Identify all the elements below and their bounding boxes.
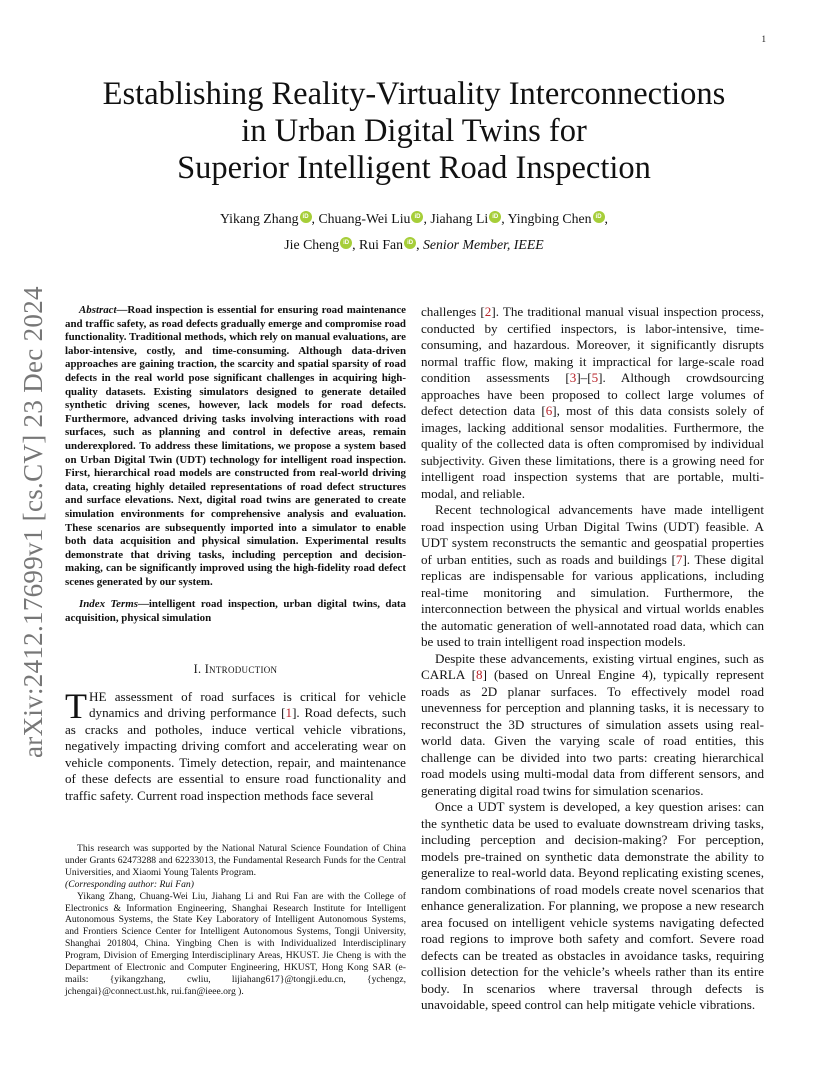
section-numeral: I. bbox=[193, 661, 202, 676]
author-name: Yingbing Chen bbox=[507, 211, 592, 226]
body-text: ]–[ bbox=[576, 370, 592, 385]
intro-text: ]. Road defects, such as cracks and potholes, induce vertical vehicle vibrations, negatively impacting driving comfort and accelerating wear on vehicle components. Timely detection, repair, and maintenance of these defects are essential to ensure road functionality and traffic safety. Current road inspection methods face several bbox=[65, 705, 406, 803]
body-text: Recent technological advancements have made intelligent road inspection using Urban Digital Twins (UDT) feasible. A UDT system reconstructs the semantic and geospatial properties of urban entities, such as roads and buildings [ bbox=[421, 502, 764, 567]
body-text: Despite these advancements, existing virtual engines, such as CARLA [ bbox=[421, 650, 764, 682]
author-name: Jie Cheng bbox=[284, 237, 340, 252]
abstract-label: Abstract bbox=[79, 304, 117, 316]
abstract: Abstract—Road inspection is essential for ensuring road maintenance and traffic safety, as road defects gradually emerge and compromise road functionality. Traditional methods, which rely on manual evaluations, are labor-intensive, costly, and time-consuming. Although data-driven approaches are gaining traction, the scarcity and spatial sparsity of road defects in the real world pose significant challenges in acquiring high-quality datasets. Existing simulators designed to generate detailed synthetic driving scenes, however, lack models for road defects. Furthermore, advanced driving tasks involving interactions with road surfaces, such as planning and control in defective areas, remain underexplored. To address these limitations, we propose a system based on Urban Digital Twin (UDT) technology for intelligent road inspection. First, hierarchical road models are constructed from real-world driving data, creating highly detailed representations of road defect structures and surface elevations. Next, digital road twins are generated to create simulation environments for comprehensive analysis and evaluation. These scenarios are subsequently imported into a simulator to enable both data acquisition and physical simulation. Experimental results demonstrate that driving tasks, including perception and decision-making, can be significantly improved using the high-fidelity road defect scenes generated by our system. bbox=[65, 304, 406, 588]
author-name: Rui Fan bbox=[359, 237, 404, 252]
body-text: ]. Although crowdsourcing approaches have been proposed to collect large volumes of defect detection data [ bbox=[421, 370, 764, 418]
footnote-funding: This research was supported by the National Natural Science Foundation of China under Grants 62473288 and 62233013, the Fundamental Research Funds for the Central Universities, and Xiaomi Young Talents Program. bbox=[65, 843, 406, 878]
body-text: ] (based on Unreal Engine 4), typically represent roads as 2D planar surfaces. To effectively model road unevenness for perception and planning tasks, it is necessary to reconstruct the 3D structures of simulation assets using real-world data. Given the varying scale of road entities, this challenge can be divided into two parts: creating hierarchical road models using multi-modal data from different sensors, and generating digital road twins for simulation scenarios. bbox=[421, 667, 764, 798]
author-line: Yikang Zhang iD , Chuang-Wei Liu iD , Jiahang Li iD , Yingbing Chen iD , bbox=[219, 211, 608, 226]
index-terms-text: intelligent road inspection, urban digital twins, data acquisition, physical simulation bbox=[65, 598, 406, 625]
author-membership: Senior Member, IEEE bbox=[423, 237, 544, 252]
body-paragraph bbox=[421, 651, 764, 800]
citation-link[interactable]: 3 bbox=[569, 370, 577, 385]
body-paragraph bbox=[421, 304, 764, 502]
author-line: Jie Cheng iD , Rui Fan iD , Senior Member, IEEE bbox=[284, 237, 544, 252]
footnote-affiliations: Yikang Zhang, Chuang-Wei Liu, Jiahang Li and Rui Fan are with the College of Electronics & Information Engineering, Shanghai Research Institute for Intelligent Autonomous Systems, the State Key Laboratory of Intelligent Autonomous Systems, and Frontiers Science Center for Intelligent Autonomous Systems, Tongji University, Shanghai 201804, China. Yingbing Chen is with Individualized Interdisciplinary Program, Division of Emerging Interdisciplinary Areas, HKUST. Jie Cheng is with the Department of Electronic and Computer Engineering, HKUST, Hong Kong SAR (e-mails: {yikangzhang, cwliu, lijiahang617}@tongji.edu.cn, {ychengz, jchengai}@connect.ust.hk, rui.fan@ieee.org ). bbox=[65, 890, 406, 997]
section-heading bbox=[65, 662, 406, 677]
orcid-icon[interactable]: iD bbox=[340, 237, 352, 249]
citation-link[interactable]: 8 bbox=[476, 667, 483, 682]
arxiv-stamp: arXiv:2412.17699v1 [cs.CV] 23 Dec 2024 bbox=[18, 286, 48, 758]
body-text: challenges [ bbox=[421, 304, 485, 319]
citation-link[interactable]: 1 bbox=[285, 705, 293, 721]
section-title: Introduction bbox=[204, 661, 278, 676]
body-text: ]. The traditional manual visual inspection process, conducted by certified inspectors, is labor-intensive, time-consuming, and hazardous. Moreover, it significantly disrupts normal traffic flow, making it impractical for large-scale road condition assessments [ bbox=[421, 304, 764, 385]
author-name: Jiahang Li bbox=[430, 211, 489, 226]
citation-link[interactable]: 5 bbox=[591, 370, 599, 385]
orcid-icon[interactable]: iD bbox=[411, 211, 423, 223]
left-column bbox=[65, 304, 406, 804]
abstract-text: Road inspection is essential for ensuring road maintenance and traffic safety, as road defects gradually emerge and compromise road functionality. Traditional methods, which rely on manual evaluations, are labor-intensive, costly, and time-consuming. Although data-driven approaches are gaining traction, the scarcity and spatial sparsity of road defects in the real world pose significant challenges in acquiring high-quality datasets. Existing simulators designed to generate detailed synthetic driving scenes, however, lack models for road defects. Furthermore, advanced driving tasks involving interactions with road surfaces, such as planning and control in defective areas, remain underexplored. To address these limitations, we propose a system based on Urban Digital Twin (UDT) technology for intelligent road inspection. First, hierarchical road models are constructed from real-world driving data, creating highly detailed representations of road defect structures and surface elevations. Next, digital road twins are generated to create simulation environments for comprehensive analysis and evaluation. These scenarios are subsequently imported into a simulator to enable both data acquisition and physical simulation. Experimental results demonstrate that driving tasks, including perception and decision-making, can be significantly improved using the high-fidelity road defect scenes generated by our system. bbox=[65, 304, 406, 588]
intro-first-word: HE bbox=[89, 688, 107, 704]
index-terms-label: Index Terms bbox=[79, 598, 138, 611]
intro-paragraph bbox=[65, 685, 406, 805]
drop-cap: T bbox=[65, 685, 87, 726]
title-line: Establishing Reality-Virtuality Interconnections bbox=[102, 76, 726, 112]
citation-link[interactable]: 7 bbox=[675, 551, 683, 567]
author-name: Yikang Zhang bbox=[219, 211, 299, 226]
index-terms: Index Terms—intelligent road inspection, urban digital twins, data acquisition, physical simulation bbox=[65, 598, 406, 625]
orcid-icon[interactable]: iD bbox=[404, 237, 416, 249]
citation-link[interactable]: 6 bbox=[545, 403, 553, 418]
page-number: 1 bbox=[761, 34, 766, 44]
author-list bbox=[60, 206, 768, 258]
title-line: Superior Intelligent Road Inspection bbox=[177, 150, 651, 186]
title-line: in Urban Digital Twins for bbox=[241, 113, 587, 149]
right-column bbox=[421, 304, 764, 1014]
author-name: Chuang-Wei Liu bbox=[318, 211, 411, 226]
intro-text: assessment of road surfaces is critical for vehicle dynamics and driving performance [ bbox=[89, 688, 406, 721]
footnote-corresponding: (Corresponding author: Rui Fan) bbox=[65, 878, 194, 890]
footnotes bbox=[65, 843, 406, 998]
orcid-icon[interactable]: iD bbox=[489, 211, 501, 223]
body-paragraph bbox=[421, 502, 764, 651]
paper-title bbox=[60, 76, 768, 187]
citation-link[interactable]: 2 bbox=[484, 304, 492, 319]
body-text: ]. These digital replicas are indispensable for various applications, including real-time monitoring and simulation. Furthermore, the interconnection between the physical and virtual worlds enables the automatic generation of well-annotated road data, which can be used to train intelligent road inspection models. bbox=[421, 551, 765, 649]
body-text: ], most of this data consists solely of images, lacking additional sensor modalities. Furthermore, the quality of the collected data is often compromised by individual subjectivity. Given these limitations, there is a growing need for intelligent road inspection systems that are portable, multi-modal, and reliable. bbox=[421, 403, 764, 501]
body-paragraph: Once a UDT system is developed, a key question arises: can the synthetic data be used to evaluate downstream driving tasks, including perception and decision-making? For perception, models pre-trained on synthetic data demonstrate the ability to generalize to real-world data. Beyond replicating existing scenes, random combinations of road models create novel scenarios that enhance generalization. For planning, we propose a new research area focused on intelligent vehicle systems navigating defected road regions to improve both safety and comfort. Severe road defects can be treated as obstacles in avoidance tasks, requiring collision detection for the vehicle’s wheels rather than its entire body. In scenarios where traversal through defects is unavoidable, speed control can help mitigate vehicle vibrations. bbox=[421, 799, 764, 1012]
orcid-icon[interactable]: iD bbox=[593, 211, 605, 223]
orcid-icon[interactable]: iD bbox=[300, 211, 312, 223]
